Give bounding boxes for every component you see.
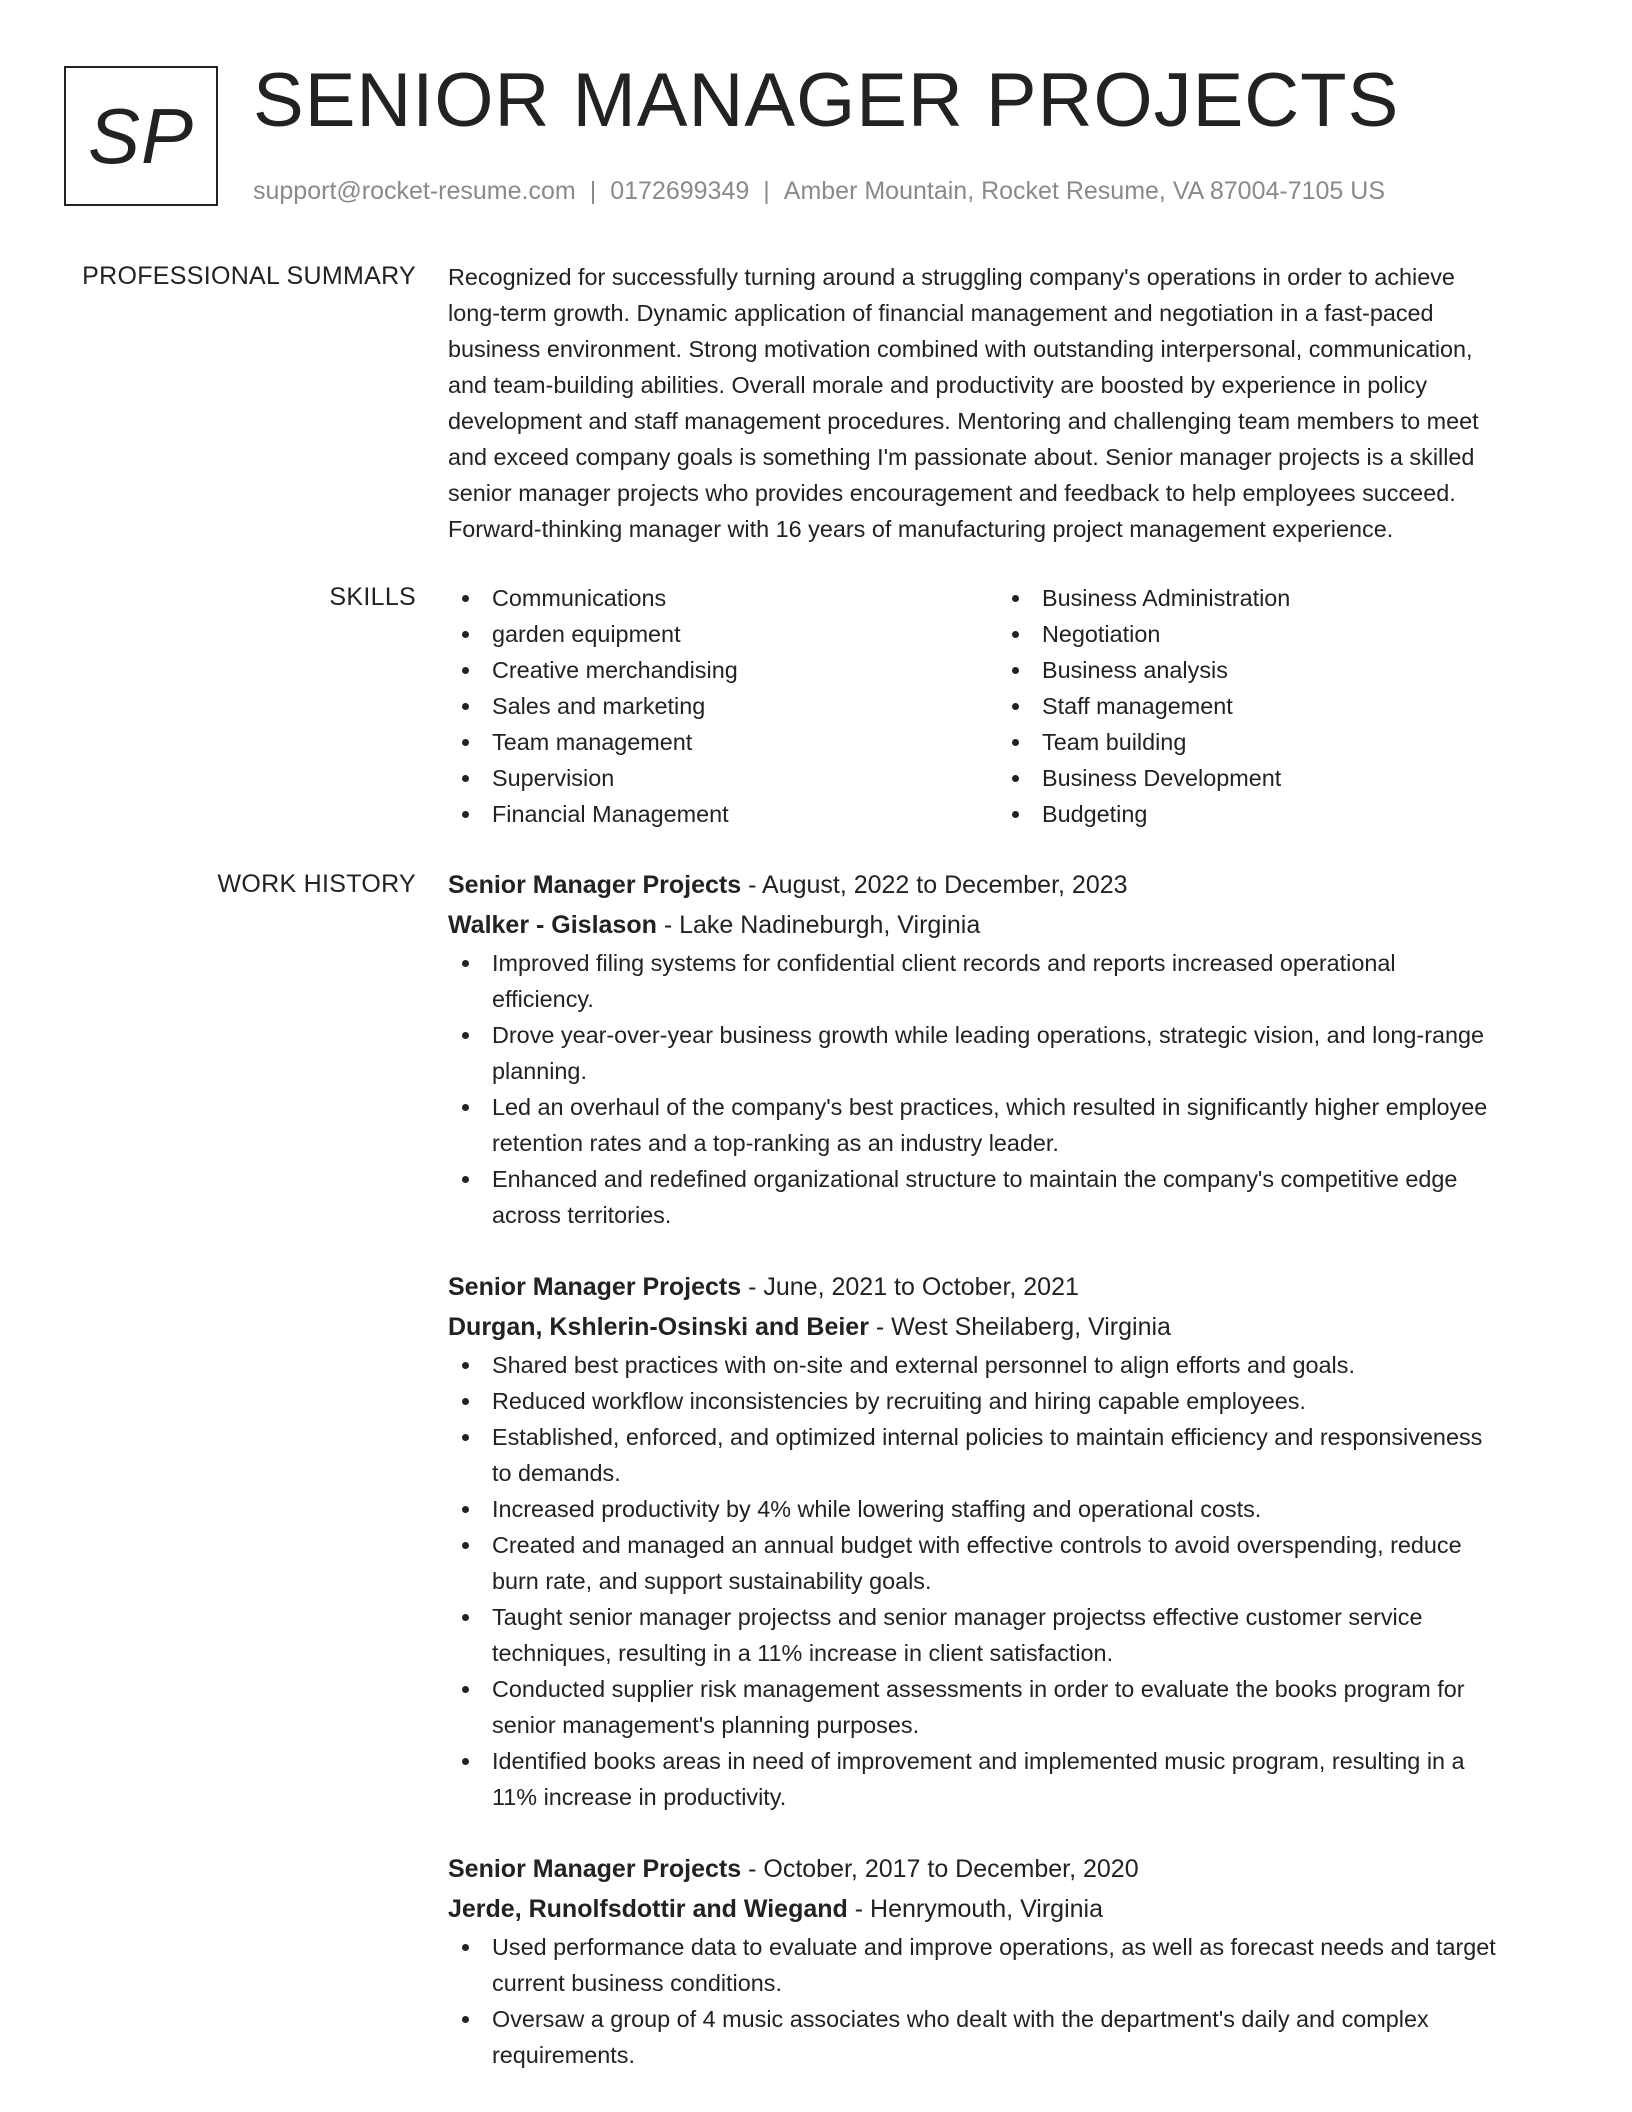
skill-item: Business analysis bbox=[998, 652, 1548, 688]
job-company-line: Walker - Gislason - Lake Nadineburgh, Virginia bbox=[448, 911, 981, 939]
work-history-section-title: WORK HISTORY bbox=[217, 870, 416, 898]
summary-line: senior manager projects who provides encouragement and feedback to help employees succeed. bbox=[448, 480, 1456, 506]
job-dates: August, 2022 to December, 2023 bbox=[762, 871, 1128, 899]
job-company-line: Durgan, Kshlerin-Osinski and Beier - West Sheilaberg, Virginia bbox=[448, 1313, 1171, 1341]
job-role: Senior Manager Projects bbox=[448, 1855, 742, 1883]
job-bullet: Increased productivity by 4% while lowering staffing and operational costs. bbox=[448, 1491, 1560, 1527]
skill-item: Budgeting bbox=[998, 796, 1548, 832]
skill-item: Business Development bbox=[998, 760, 1548, 796]
summary-line: long-term growth. Dynamic application of financial management and negotiation in a fast-paced bbox=[448, 300, 1434, 326]
work-history-section bbox=[448, 865, 1560, 2107]
job-bullet: Reduced workflow inconsistencies by recruiting and hiring capable employees. bbox=[448, 1383, 1560, 1419]
skill-item: Team management bbox=[448, 724, 998, 760]
initials-text: SP bbox=[87, 91, 195, 180]
job-location: Henrymouth, Virginia bbox=[870, 1895, 1103, 1923]
skill-item: garden equipment bbox=[448, 616, 998, 652]
job-entry bbox=[448, 865, 1560, 1233]
job-role: Senior Manager Projects bbox=[448, 871, 742, 899]
contact-separator: | bbox=[589, 177, 597, 205]
skill-item: Business Administration bbox=[998, 580, 1548, 616]
job-bullet: Shared best practices with on-site and external personnel to align efforts and goals. bbox=[448, 1347, 1560, 1383]
job-title-line: Senior Manager Projects - June, 2021 to October, 2021 bbox=[448, 1273, 1079, 1301]
job-dates: June, 2021 to October, 2021 bbox=[763, 1273, 1079, 1301]
job-title-line: Senior Manager Projects - October, 2017 to December, 2020 bbox=[448, 1855, 1139, 1883]
job-role: Senior Manager Projects bbox=[448, 1273, 742, 1301]
job-bullet: Enhanced and redefined organizational structure to maintain the company's competitive edge across territories. bbox=[448, 1161, 1560, 1233]
job-bullet: Established, enforced, and optimized internal policies to maintain efficiency and responsiveness to demands. bbox=[448, 1419, 1560, 1491]
skill-item: Supervision bbox=[448, 760, 998, 796]
job-bullet: Led an overhaul of the company's best practices, which resulted in significantly higher employee retention rates and a top-ranking as an industry leader. bbox=[448, 1089, 1560, 1161]
summary-line: Recognized for successfully turning around a struggling company's operations in order to achieve bbox=[448, 264, 1455, 290]
job-dates: October, 2017 to December, 2020 bbox=[763, 1855, 1139, 1883]
skills-column-left bbox=[448, 580, 998, 832]
job-entry bbox=[448, 1267, 1560, 1815]
summary-line: Forward-thinking manager with 16 years of manufacturing project management experience. bbox=[448, 516, 1394, 542]
contact-email: support@rocket-resume.com bbox=[253, 177, 576, 205]
skill-item: Staff management bbox=[998, 688, 1548, 724]
job-company: Walker - Gislason bbox=[448, 911, 657, 939]
job-bullet: Improved filing systems for confidential client records and reports increased operational efficiency. bbox=[448, 945, 1560, 1017]
job-company: Jerde, Runolfsdottir and Wiegand bbox=[448, 1895, 848, 1923]
summary-text bbox=[448, 259, 1560, 547]
job-bullet: Conducted supplier risk management assessments in order to evaluate the books program for senior management's planning purposes. bbox=[448, 1671, 1560, 1743]
candidate-name: SENIOR MANAGER PROJECTS bbox=[253, 58, 1400, 143]
summary-line: and exceed company goals is something I'm passionate about. Senior manager projects is a skilled bbox=[448, 444, 1475, 470]
summary-line: and team-building abilities. Overall morale and productivity are boosted by experience in policy bbox=[448, 372, 1428, 398]
job-company: Durgan, Kshlerin-Osinski and Beier bbox=[448, 1313, 869, 1341]
skill-item: Financial Management bbox=[448, 796, 998, 832]
summary-line: business environment. Strong motivation combined with outstanding interpersonal, communication, bbox=[448, 336, 1473, 362]
skill-item: Team building bbox=[998, 724, 1548, 760]
job-bullet: Oversaw a group of 4 music associates who dealt with the department's daily and complex requirements. bbox=[448, 2001, 1560, 2073]
job-bullet: Taught senior manager projectss and senior manager projectss effective customer service techniques, resulting in a 11% increase in client satisfaction. bbox=[448, 1599, 1560, 1671]
skills-section bbox=[448, 580, 1560, 832]
contact-separator: | bbox=[763, 177, 770, 205]
skill-item: Creative merchandising bbox=[448, 652, 998, 688]
summary-line: development and staff management procedures. Mentoring and challenging team members to meet bbox=[448, 408, 1479, 434]
job-location: West Sheilaberg, Virginia bbox=[891, 1313, 1171, 1341]
contact-address: Amber Mountain, Rocket Resume, VA 87004-7105 US bbox=[783, 177, 1386, 205]
job-bullet: Identified books areas in need of improvement and implemented music program, resulting in a 11% increase in productivity. bbox=[448, 1743, 1560, 1815]
job-company-line: Jerde, Runolfsdottir and Wiegand - Henrymouth, Virginia bbox=[448, 1895, 1103, 1923]
summary-section-title: PROFESSIONAL SUMMARY bbox=[82, 262, 416, 290]
job-bullet: Drove year-over-year business growth while leading operations, strategic vision, and long-range planning. bbox=[448, 1017, 1560, 1089]
skills-section-title: SKILLS bbox=[329, 583, 416, 611]
skills-column-right bbox=[998, 580, 1548, 832]
job-title-line: Senior Manager Projects - August, 2022 to December, 2023 bbox=[448, 871, 1128, 899]
job-location: Lake Nadineburgh, Virginia bbox=[679, 911, 981, 939]
job-bullet: Created and managed an annual budget with effective controls to avoid overspending, reduce burn rate, and support sustainability goals. bbox=[448, 1527, 1560, 1599]
skill-item: Negotiation bbox=[998, 616, 1548, 652]
contact-line bbox=[253, 174, 1385, 208]
initials-monogram bbox=[64, 66, 218, 206]
summary-section bbox=[448, 259, 1560, 547]
job-entry bbox=[448, 1849, 1560, 2073]
skill-item: Sales and marketing bbox=[448, 688, 998, 724]
skill-item: Communications bbox=[448, 580, 998, 616]
contact-phone: 0172699349 bbox=[610, 177, 750, 205]
job-bullet: Used performance data to evaluate and improve operations, as well as forecast needs and target current business conditions. bbox=[448, 1929, 1560, 2001]
